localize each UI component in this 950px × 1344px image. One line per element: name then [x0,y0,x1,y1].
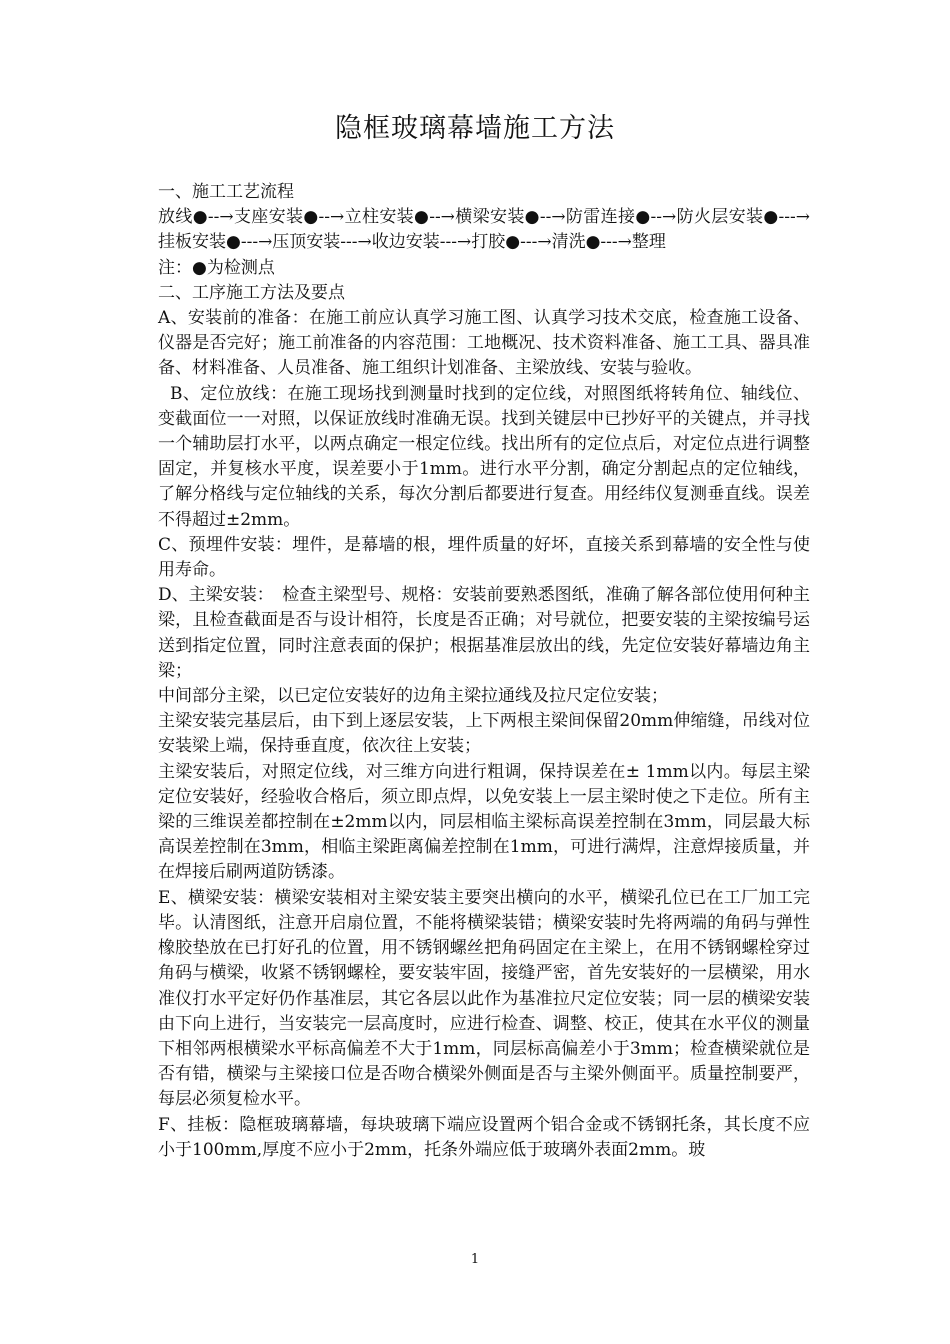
paragraph-d-middle-beams: 中间部分主梁，以已定位安装好的边角主梁拉通线及拉尺定位安装； [158,686,668,707]
paragraph-e-crossbeam: E、横梁安装：横梁安装相对主梁安装主要突出横向的水平，横梁孔位已在工厂加工完毕。认清图纸，注意开启扇位置，不能将横梁装错；横梁安装时先将两端的角码与弹性橡胶垫放在已打好孔的位置，用不锈钢螺丝把角码固定在主梁上，在用不锈钢螺栓穿过角码与横梁，收紧不锈钢螺栓，要安装牢固，接缝严密，首先安装好的一层横梁，用水准仪打水平定好仍作基准层，其它各层以此作为基准拉尺定位安装；同一层的横梁安装由下向上进行，当安装完一层高度时，应进行检查、调整、校正，使其在水平仪的测量下相邻两根横梁水平标高偏差不大于1mm，同层标高偏差小于3mm；检查横梁就位是否有错，横梁与主梁接口位是否吻合横梁外侧面是否与主梁外侧面平。质量控制要严，每层必须复检水平。 [158,887,810,1110]
paragraph-d-adjustment: 主梁安装后，对照定位线，对三维方向进行粗调，保持误差在± 1mm以内。每层主梁定位安装好，经验收合格后，须立即点焊，以免安装上一层主梁时使之下走位。所有主梁的三维误差都控制在±2mm以内，同层相临主梁标高误差控制在3mm，同层最大标高误差控制在3mm，相临主梁距离偏差控制在1mm，可进行满焊，注意焊接质量，并在焊接后刷两道防锈漆。 [158,761,810,883]
document-body [158,180,810,1163]
paragraph-d-main-beam: D、主梁安装： 检查主梁型号、规格：安装前要熟悉图纸，准确了解各部位使用何种主梁，且检查截面是否与设计相符，长度是否正确；对号就位，把要安装的主梁按编号运送到指定位置，同时注意表面的保护；根据基准层放出的线，先定位安装好幕墙边角主梁； [158,585,810,681]
note-paragraph: 注：●为检测点 [158,257,275,278]
section-heading-process: 一、施工工艺流程 [158,182,294,202]
paragraph-d-layer-install: 主梁安装完基层后，由下到上逐层安装，上下两根主梁间保留20mm伸缩缝，吊线对位安装梁上端，保持垂直度，依次往上安装； [158,711,810,757]
process-flow-paragraph: 放线●--→支座安装●--→立柱安装●--→横梁安装●--→防雷连接●--→防火层安装●---→挂板安装●---→压顶安装---→收边安装---→打胶●---→清洗●---→整理 [158,207,810,253]
paragraph-a-preparation: A、安装前的准备：在施工前应认真学习施工图、认真学习技术交底，检查施工设备、仪器是否完好；施工前准备的内容范围：工地概况、技术资料准备、施工工具、器具准备、材料准备、人员准备、施工组织计划准备、主梁放线、安装与验收。 [158,308,810,379]
paragraph-b-positioning: B、定位放线：在施工现场找到测量时找到的定位线，对照图纸将转角位、轴线位、变截面位一一对照，以保证放线时准确无误。找到关键层中已抄好平的关键点，并寻找一个辅助层打水平，以两点确定一根定位线。找出所有的定位点后，对定位点进行调整固定，并复核水平度，误差要小于1mm。进行水平分割，确定分割起点的定位轴线，了解分格线与定位轴线的关系，每次分割后都要进行复查。用经纬仪复测垂直线。误差不得超过±2mm。 [158,383,810,530]
section-heading-methods: 二、工序施工方法及要点 [158,282,345,303]
page-number: 1 [470,1252,480,1267]
paragraph-c-embedded-parts: C、预埋件安装：埋件，是幕墙的根，埋件质量的好坏，直接关系到幕墙的安全性与使用寿命。 [158,534,810,581]
paragraph-f-panels: F、挂板：隐框玻璃幕墙，每块玻璃下端应设置两个铝合金或不锈钢托条，其长度不应小于100mm,厚度不应小于2mm，托条外端应低于玻璃外表面2mm。玻 [158,1114,810,1160]
document-title: 隐框玻璃幕墙施工方法 [335,113,615,144]
